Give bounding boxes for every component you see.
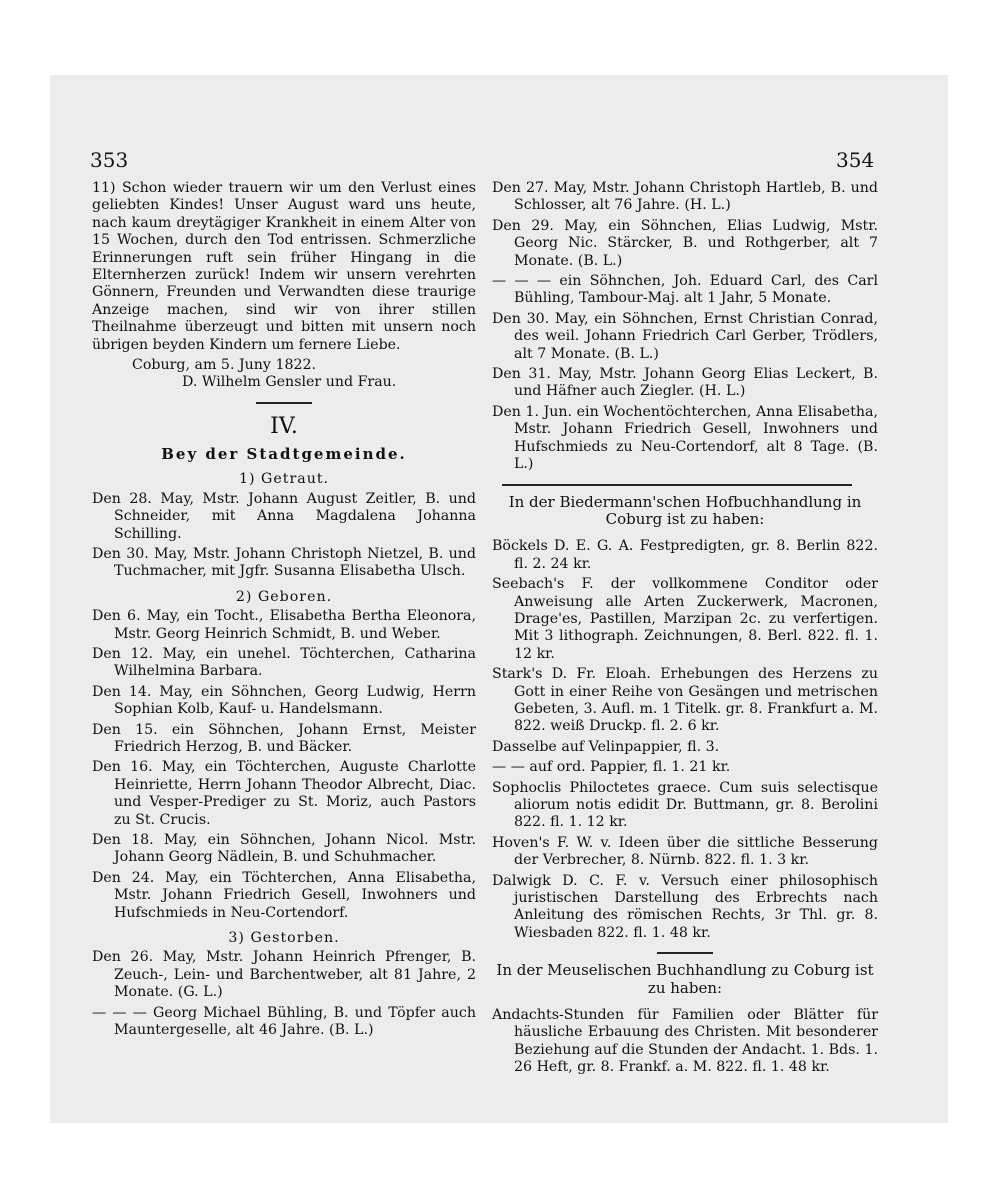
book-listing: Hoven's F. W. v. Ideen über die sittliche Besserung der Verbrecher, 8. Nürnb. 822. fl. 1. 3 kr. — [492, 834, 878, 869]
page-number-right: 354 — [836, 148, 875, 172]
register-entry: Den 27. May, Mstr. Johann Christoph Hartleb, B. und Schlosser, alt 76 Jahre. (H. L.) — [492, 180, 878, 214]
register-entry: Den 31. May, Mstr. Johann Georg Elias Leckert, B. und Häfner auch Ziegler. (H. L.) — [492, 366, 878, 400]
advert-divider-short — [657, 952, 713, 954]
died-heading: 3) Gestorben. — [228, 930, 340, 947]
register-entry: Den 29. May, ein Söhnchen, Elias Ludwig, Mstr. Georg Nic. Stärcker, B. und Rothgerber, alt 7 Monate. (B. L.) — [492, 217, 878, 269]
bookshop-heading-2: In der Meuselischen Buchhandlung zu Coburg ist zu haben: — [496, 961, 874, 997]
book-listing: Seebach's F. der vollkommene Conditor oder Anweisung alle Arten Zuckerwerk, Macronen, Drage'es, Pastillen, Marzipan 2c. zu verfertigen. Mit 3 lithograph. Zeichnungen, 8. Berl. 822. fl. 1. 12 kr. — [492, 576, 878, 662]
register-entry: Den 24. May, ein Töchterchen, Anna Elisabetha, Mstr. Johann Friedrich Gesell, Inwohners und Hufschmieds in Neu-Cortendorf. — [92, 869, 476, 921]
register-entry: Den 15. ein Söhnchen, Johann Ernst, Meister Friedrich Herzog, B. und Bäcker. — [92, 721, 476, 755]
register-entry: Den 18. May, ein Söhnchen, Johann Nicol. Mstr. Johann Georg Nädlein, B. und Schuhmacher. — [92, 832, 476, 866]
book-listing: — — auf ord. Pappier, fl. 1. 21 kr. — [492, 759, 731, 776]
register-entry: Den 30. May, ein Söhnchen, Ernst Christian Conrad, des weil. Johann Friedrich Carl Gerber, Trödlers, alt 7 Monate. (B. L.) — [492, 310, 878, 362]
born-heading: 2) Geboren. — [235, 588, 333, 605]
register-entry: — — — ein Söhnchen, Joh. Eduard Carl, des Carl Bühling, Tambour-Maj. alt 1 Jahr, 5 Monate. — [492, 273, 878, 307]
book-listing: Stark's D. Fr. Eloah. Erhebungen des Herzens zu Gott in einer Reihe von Gesängen und metrischen Gebeten, 3. Aufl. m. 1 Titelk. gr. 8. Frankfurt a. M. 822. weiß Druckp. fl. 2. 6 kr. — [492, 666, 878, 735]
book-listing: Dasselbe auf Velinpappier, fl. 3. — [492, 738, 720, 755]
register-entry: — — — Georg Michael Bühling, B. und Töpfer auch Mauntergeselle, alt 46 Jahre. (B. L.) — [92, 1004, 476, 1039]
section-divider — [256, 402, 312, 404]
register-entry: Den 12. May, ein unehel. Töchterchen, Catharina Wilhelmina Barbara. — [92, 645, 476, 680]
book-listing: Sophoclis Philoctetes graece. Cum suis selectisque aliorum notis edidit Dr. Buttmann, gr. 8. Berolini 822. fl. 1. 12 kr. — [492, 779, 878, 831]
married-heading: 1) Getraut. — [238, 471, 330, 488]
register-entry: Den 1. Jun. ein Wochentöchterchen, Anna Elisabetha, Mstr. Johann Friedrich Gesell, Inwohners und Hufschmieds zu Neu-Cortendorf, alt 8 Tage. (B. L.) — [492, 403, 878, 473]
left-column — [92, 180, 476, 1042]
register-entry: Den 16. May, ein Töchterchen, Auguste Charlotte Heinriette, Herrn Johann Theodor Albrecht, Diac. und Vesper-Prediger zu St. Moriz, auch Pastors zu St. Crucis. — [92, 759, 476, 828]
notice-place-date: Coburg, am 5. Juny 1822. — [132, 357, 317, 374]
notice-signature: D. Wilhelm Gensler und Frau. — [182, 374, 397, 391]
register-entry: Den 26. May, Mstr. Johann Heinrich Pfrenger, B. Zeuch-, Lein- und Barchentweber, alt 81 Jahre, 2 Monate. (G. L.) — [92, 949, 476, 1001]
register-entry: Den 6. May, ein Tocht., Elisabetha Bertha Eleonora, Mstr. Georg Heinrich Schmidt, B. und Weber. — [92, 608, 476, 642]
book-listing: Andachts-Stunden für Familien oder Blätter für häusliche Erbauung des Christen. Mit besonderer Beziehung auf die Stunden der Andacht. 1. Bds. 1. 26 Heft, gr. 8. Frankf. a. M. 822. fl. 1. 48 kr. — [492, 1007, 878, 1076]
book-listing: Dalwigk D. C. F. v. Versuch einer philosophisch juristischen Darstellung des Erbrechts nach Anleitung des römischen Rechts, 3r Thl. gr. 8. Wiesbaden 822. fl. 1. 48 kr. — [492, 872, 878, 941]
right-column — [492, 180, 878, 1080]
register-entry: Den 30. May, Mstr. Johann Christoph Nietzel, B. und Tuchmacher, mit Jgfr. Susanna Elisabetha Ulsch. — [92, 545, 476, 580]
section-number: IV. — [270, 413, 298, 439]
bookshop-heading: In der Biedermann'schen Hofbuchhandlung in Coburg ist zu haben: — [508, 492, 862, 528]
section-title: Bey der Stadtgemeinde. — [161, 444, 407, 463]
page-number-left: 353 — [90, 148, 129, 172]
register-entry: Den 28. May, Mstr. Johann August Zeitler, B. und Schneider, mit Anna Magdalena Johanna Schilling. — [92, 490, 476, 542]
register-entry: Den 14. May, ein Söhnchen, Georg Ludwig, Herrn Sophian Kolb, Kauf- u. Handelsmann. — [92, 683, 476, 718]
advert-divider — [502, 484, 852, 486]
book-listing: Böckels D. E. G. A. Festpredigten, gr. 8. Berlin 822. fl. 2. 24 kr. — [492, 538, 878, 572]
bereavement-notice: 11) Schon wieder trauern wir um den Verlust eines geliebten Kindes! Unser August ward uns heute, nach kaum dreytägiger Krankheit in einem Alter von 15 Wochen, durch den Tod entrissen. Schmerzliche Erinnerungen ruft sein früher Hingang in die Elternherzen zurück! Indem wir unsern verehrten Gönnern, Freunden und Verwandten diese traurige Anzeige machen, sind wir von ihrer stillen Theilnahme überzeugt und bitten mit unsern noch übrigen beyden Kindern um fernere Liebe. — [92, 180, 476, 353]
